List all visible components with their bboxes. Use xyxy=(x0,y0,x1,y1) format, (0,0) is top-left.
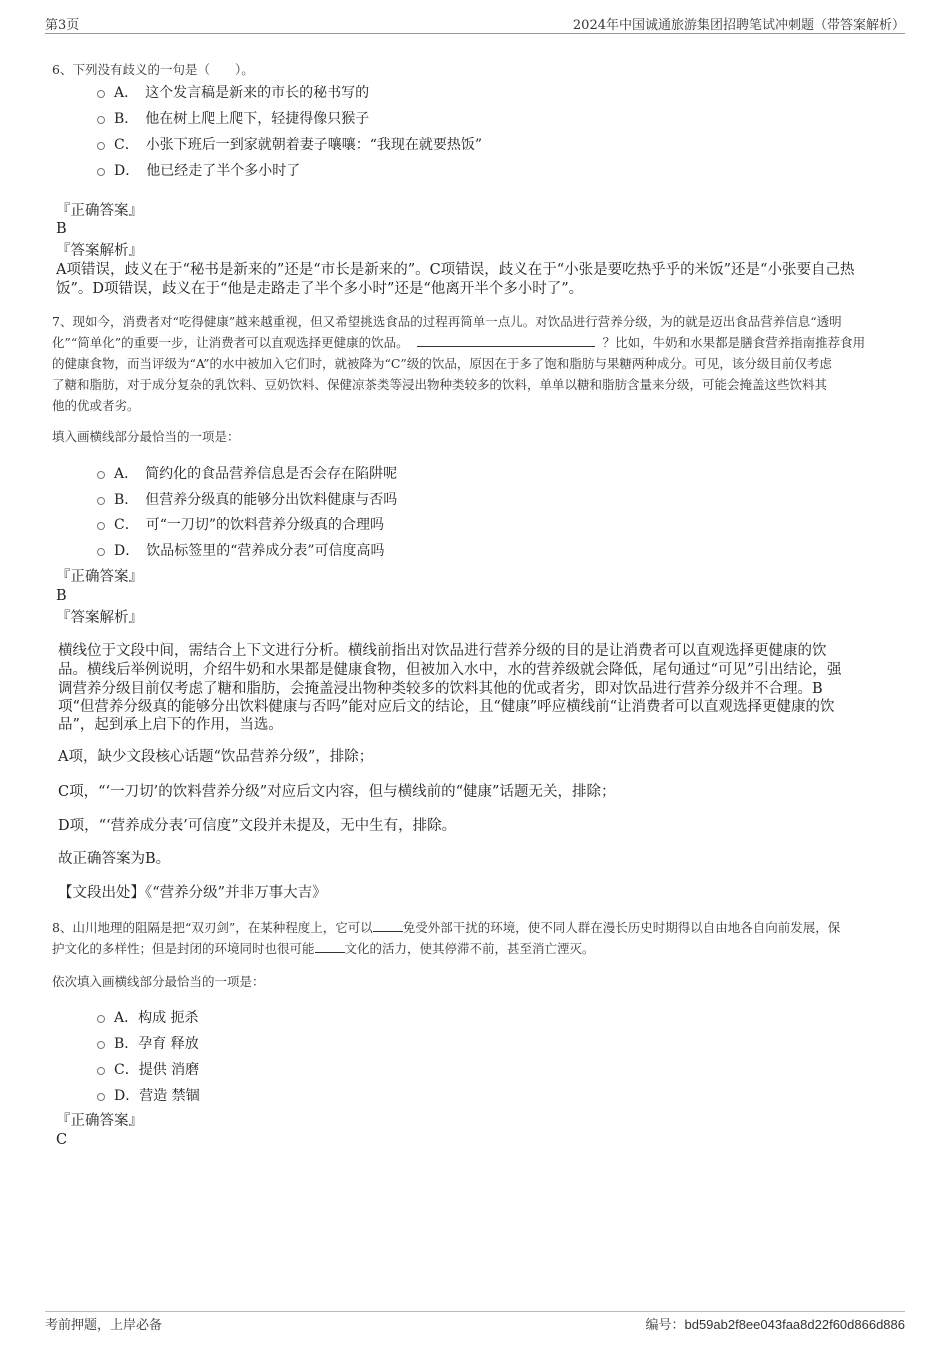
q6-analysis-line1: A项错误，歧义在于“秘书是新来的”还是“市长是新来的”。C项错误，歧义在于“小张是要吃热乎乎的米饭”还是“小张要自己热 xyxy=(56,262,855,278)
header-divider xyxy=(45,33,905,34)
q8-stem-line2 xyxy=(52,938,595,959)
q8-stem-line2-a: 护文化的多样性；但是封闭的环境同时也很可能 xyxy=(52,941,315,956)
q8-prompt: 依次填入画横线部分最恰当的一项是： xyxy=(52,974,265,989)
q7-prompt: 填入画横线部分最恰当的一项是： xyxy=(52,429,240,444)
radio-icon[interactable] xyxy=(97,471,105,479)
q7-correct-answer: B xyxy=(56,588,67,604)
q8-option-c[interactable] xyxy=(97,1059,199,1079)
q7-stem-line1: 7、现如今，消费者对“吃得健康”越来越重视，但又希望挑选食品的过程再简单一点儿。对饮品进行营养分级，为的就是迈出食品营养信息“透明 xyxy=(52,314,842,329)
option-label: D． 饮品标签里的“营养成分表”可信度高吗 xyxy=(114,543,385,559)
radio-icon[interactable] xyxy=(97,116,105,124)
q7-correct-label: 『正确答案』 xyxy=(56,569,143,585)
option-label: A． 这个发言稿是新来的市长的秘书写的 xyxy=(114,85,370,101)
q8-option-b[interactable] xyxy=(97,1033,199,1053)
q8-stem-line1-b: 免受外部干扰的环境，使不同人群在漫长历史时期得以自由地各自向前发展，保 xyxy=(402,920,841,935)
fill-blank xyxy=(417,334,595,347)
q6-option-b[interactable] xyxy=(97,108,369,128)
q7-stem-line3: 的健康食物，而当评级为“A”的水中被加入它们时，就被降为“C”级的饮品，原因在于多了饱和脂肪与果糖两种成分。可见，该分级目前仅考虑 xyxy=(52,356,832,371)
q7-exp-option-a: A项，缺少文段核心话题“饮品营养分级”，排除； xyxy=(58,749,374,765)
radio-icon[interactable] xyxy=(97,1041,105,1049)
radio-icon[interactable] xyxy=(97,548,105,556)
document-title: 2024年中国诚通旅游集团招聘笔试冲刺题（带答案解析） xyxy=(572,18,905,33)
q6-option-a[interactable] xyxy=(97,82,369,102)
radio-icon[interactable] xyxy=(97,1067,105,1075)
radio-icon[interactable] xyxy=(97,168,105,176)
q7-exp-line3: 调营养分级目前仅考虑了糖和脂肪，会掩盖浸出物种类较多的饮料其他的优或者劣，即对饮品进行营养分级并不合理。B xyxy=(58,681,823,697)
fill-blank xyxy=(315,940,345,953)
q7-exp-line4: 项“但营养分级真的能够分出饮料健康与否吗”能对应后文的结论，且“健康”呼应横线前“让消费者可以直观选择更健康的饮 xyxy=(58,699,835,715)
option-label: C．提供 消磨 xyxy=(114,1062,200,1078)
q7-exp-conclusion: 故正确答案为B。 xyxy=(58,851,171,867)
footer-slogan: 考前押题，上岸必备 xyxy=(45,1318,163,1333)
q7-stem-line2-a: 化”“简单化”的重要一步，让消费者可以直观选择更健康的饮品。 xyxy=(52,335,409,350)
q7-option-a[interactable] xyxy=(97,463,397,483)
q8-option-a[interactable] xyxy=(97,1007,199,1027)
page-number: 第3页 xyxy=(45,18,80,33)
q7-stem-line2-b: ？比如，牛奶和水果都是膳食营养指南推荐食用 xyxy=(602,335,866,350)
q6-stem: 6、下列没有歧义的一句是（ ）。 xyxy=(52,62,254,77)
q8-stem-line1-a: 8、山川地理的阻隔是把“双刃剑”，在某种程度上，它可以 xyxy=(52,920,373,935)
q6-analysis-line2: 饭”。D项错误，歧义在于“他是走路走了半个多小时”还是“他离开半个多小时了”。 xyxy=(56,281,584,297)
q7-source: 【文段出处】《“营养分级”并非万事大吉》 xyxy=(58,885,327,901)
footer-code-value: bd59ab2f8ee043faa8d22f60d866d886 xyxy=(684,1317,905,1332)
footer-code-label: 编号： xyxy=(645,1318,685,1333)
q8-stem-line2-b: 文化的活力，使其停滞不前，甚至消亡湮灭。 xyxy=(344,941,595,956)
radio-icon[interactable] xyxy=(97,522,105,530)
q6-analysis-label: 『答案解析』 xyxy=(56,243,143,259)
option-label: A．构成 扼杀 xyxy=(114,1010,199,1026)
radio-icon[interactable] xyxy=(97,1093,105,1101)
q8-option-d[interactable] xyxy=(97,1085,200,1105)
q7-exp-line5: 品”，起到承上启下的作用，当选。 xyxy=(58,717,283,733)
option-label: B．孕育 释放 xyxy=(114,1036,199,1052)
footer-code xyxy=(645,1314,905,1333)
q7-stem-line5: 他的优或者劣。 xyxy=(52,398,140,413)
q7-stem-line2 xyxy=(52,332,865,353)
q6-option-c[interactable] xyxy=(97,134,482,154)
q7-exp-line1: 横线位于文段中间，需结合上下文进行分析。横线前指出对饮品进行营养分级的目的是让消费者可以直观选择更健康的饮 xyxy=(58,643,827,659)
option-label: B． 他在树上爬上爬下，轻捷得像只猴子 xyxy=(114,111,370,127)
q7-option-b[interactable] xyxy=(97,489,397,509)
option-label: B． 但营养分级真的能够分出饮料健康与否吗 xyxy=(114,492,398,508)
q7-option-c[interactable] xyxy=(97,514,384,534)
q8-correct-answer: C xyxy=(56,1132,68,1148)
q6-option-d[interactable] xyxy=(97,160,300,180)
option-label: D．营造 禁锢 xyxy=(114,1088,200,1104)
q7-stem-line4: 了糖和脂肪，对于成分复杂的乳饮料、豆奶饮料、保健凉茶类等浸出物种类较多的饮料，单单以糖和脂肪含量来分级，可能会掩盖这些饮料其 xyxy=(52,377,828,392)
fill-blank xyxy=(373,919,403,932)
q7-exp-option-c: C项，“‘一刀切’的饮料营养分级”对应后文内容，但与横线前的“健康”话题无关，排除； xyxy=(58,784,616,800)
radio-icon[interactable] xyxy=(97,497,105,505)
q7-analysis-label: 『答案解析』 xyxy=(56,610,143,626)
option-label: D． 他已经走了半个多小时了 xyxy=(114,163,301,179)
radio-icon[interactable] xyxy=(97,1015,105,1023)
q8-correct-label: 『正确答案』 xyxy=(56,1113,143,1129)
radio-icon[interactable] xyxy=(97,142,105,150)
q7-option-d[interactable] xyxy=(97,540,385,560)
q7-exp-option-d: D项，“‘营养成分表’可信度”文段并未提及，无中生有，排除。 xyxy=(58,818,457,834)
option-label: C． 可“一刀切”的饮料营养分级真的合理吗 xyxy=(114,517,385,533)
q6-correct-answer: B xyxy=(56,221,67,237)
q6-correct-label: 『正确答案』 xyxy=(56,203,143,219)
option-label: A． 简约化的食品营养信息是否会存在陷阱呢 xyxy=(114,466,398,482)
q7-exp-line2: 品。横线后举例说明，介绍牛奶和水果都是健康食物，但被加入水中，水的营养级就会降低，尾句通过“可见”引出结论，强 xyxy=(58,662,842,678)
q8-stem-line1 xyxy=(52,917,840,938)
option-label: C． 小张下班后一到家就朝着妻子嚷嚷：“我现在就要热饭” xyxy=(114,137,483,153)
footer-divider xyxy=(45,1311,905,1312)
radio-icon[interactable] xyxy=(97,90,105,98)
